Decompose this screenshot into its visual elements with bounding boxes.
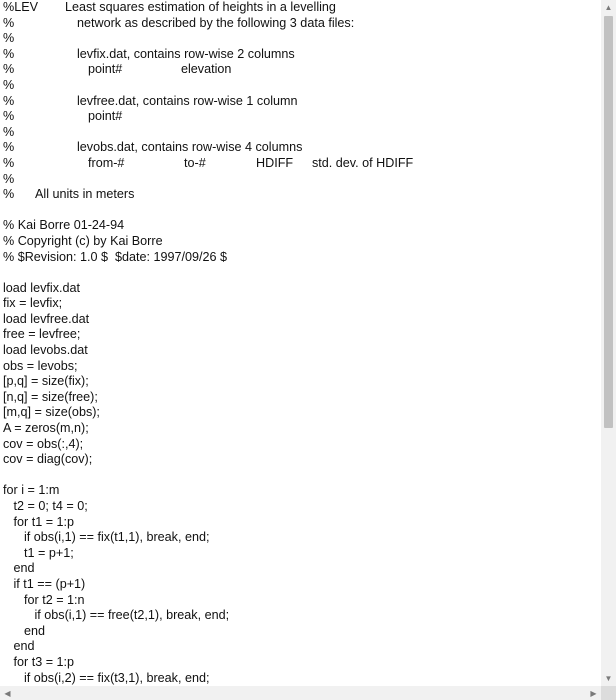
- code-line: if obs(i,2) == fix(t3,1), break, end;: [3, 670, 210, 685]
- comment-text: levfree.dat, contains row-wise 1 column: [77, 93, 298, 108]
- comment-marker: %: [3, 171, 15, 186]
- scrollbar-corner: [601, 686, 616, 700]
- comment-text: HDIFF: [256, 155, 294, 170]
- horizontal-scrollbar[interactable]: [0, 686, 601, 700]
- scroll-right-icon[interactable]: ▶: [590, 688, 597, 698]
- comment-text: All units in meters: [35, 187, 135, 202]
- code-line: t1 = p+1;: [3, 545, 74, 560]
- header-comment-line: [3, 172, 229, 188]
- scroll-left-icon[interactable]: ◀: [4, 688, 11, 698]
- comment-marker: %: [3, 93, 15, 108]
- comment-marker: %: [3, 15, 15, 30]
- code-line: % Kai Borre 01-24-94: [3, 218, 125, 233]
- code-line: for t1 = 1:p: [3, 514, 75, 529]
- code-line: cov = obs(:,4);: [3, 436, 84, 451]
- comment-marker: %: [3, 46, 15, 61]
- code-line: [n,q] = size(free);: [3, 389, 98, 404]
- code-line: end: [3, 561, 35, 576]
- comment-text: levfix.dat, contains row-wise 2 columns: [77, 46, 295, 61]
- code-line: [3, 468, 229, 484]
- header-comment-line: [3, 15, 355, 32]
- header-comment-line: [3, 0, 336, 16]
- code-line: A = zeros(m,n);: [3, 421, 89, 436]
- comment-marker: %: [3, 187, 15, 202]
- header-comment-line: [3, 78, 229, 94]
- comment-text: point#: [88, 109, 123, 124]
- code-line: t2 = 0; t4 = 0;: [3, 499, 88, 513]
- code-line: for t3 = 1:p: [3, 654, 75, 669]
- code-line: load levfix.dat: [3, 280, 81, 295]
- code-line: for i = 1:m: [3, 483, 60, 498]
- code-line: free = levfree;: [3, 327, 81, 342]
- comment-marker: %: [3, 31, 15, 46]
- vertical-scrollbar[interactable]: [601, 0, 616, 686]
- comment-marker: %: [3, 77, 15, 92]
- header-comment-line: [3, 109, 229, 125]
- scroll-up-icon[interactable]: ▲: [604, 3, 613, 12]
- comment-text: network as described by the following 3 data files:: [77, 15, 355, 30]
- code-line: if t1 == (p+1): [3, 576, 86, 591]
- comment-text: elevation: [181, 62, 232, 77]
- scroll-down-icon[interactable]: ▼: [604, 674, 613, 683]
- code-text: [3, 0, 414, 686]
- header-comment-line: [3, 187, 229, 203]
- header-comment-line: [3, 140, 303, 156]
- code-line: % $Revision: 1.0 $ $date: 1997/09/26 $: [3, 249, 228, 264]
- comment-marker: %: [3, 109, 15, 124]
- code-line: cov = diag(cov);: [3, 452, 93, 467]
- comment-marker: %: [3, 155, 15, 170]
- comment-text: std. dev. of HDIFF: [312, 155, 414, 170]
- code-line: if obs(i,1) == free(t2,1), break, end;: [3, 608, 230, 623]
- comment-text: point#: [88, 62, 123, 77]
- comment-marker: %: [3, 62, 15, 77]
- code-line: for t2 = 1:n: [3, 592, 85, 607]
- code-line: if obs(i,1) == fix(t1,1), break, end;: [3, 530, 210, 545]
- comment-text: to-#: [184, 155, 206, 170]
- header-comment-line: [3, 155, 414, 172]
- code-line: obs = levobs;: [3, 358, 78, 373]
- code-line: end: [3, 639, 35, 654]
- comment-marker: %LEV: [3, 0, 39, 14]
- code-line: load levfree.dat: [3, 311, 90, 326]
- header-comment-line: [3, 62, 232, 78]
- vertical-scroll-thumb[interactable]: [604, 16, 613, 428]
- code-line: [3, 265, 229, 281]
- comment-text: from-#: [88, 155, 125, 170]
- code-line: [p,q] = size(fix);: [3, 374, 89, 389]
- code-line: % Copyright (c) by Kai Borre: [3, 233, 163, 248]
- comment-marker: %: [3, 140, 15, 155]
- code-line: load levobs.dat: [3, 343, 88, 358]
- code-line: [3, 203, 229, 219]
- code-line: fix = levfix;: [3, 296, 63, 311]
- code-line: [m,q] = size(obs);: [3, 405, 100, 420]
- header-comment-line: [3, 46, 295, 63]
- header-comment-line: [3, 31, 229, 47]
- code-line: end: [3, 623, 46, 638]
- comment-text: Least squares estimation of heights in a levelling: [65, 0, 336, 14]
- header-comment-line: [3, 125, 229, 141]
- header-comment-line: [3, 93, 298, 110]
- comment-marker: %: [3, 124, 15, 139]
- comment-text: levobs.dat, contains row-wise 4 columns: [77, 140, 303, 155]
